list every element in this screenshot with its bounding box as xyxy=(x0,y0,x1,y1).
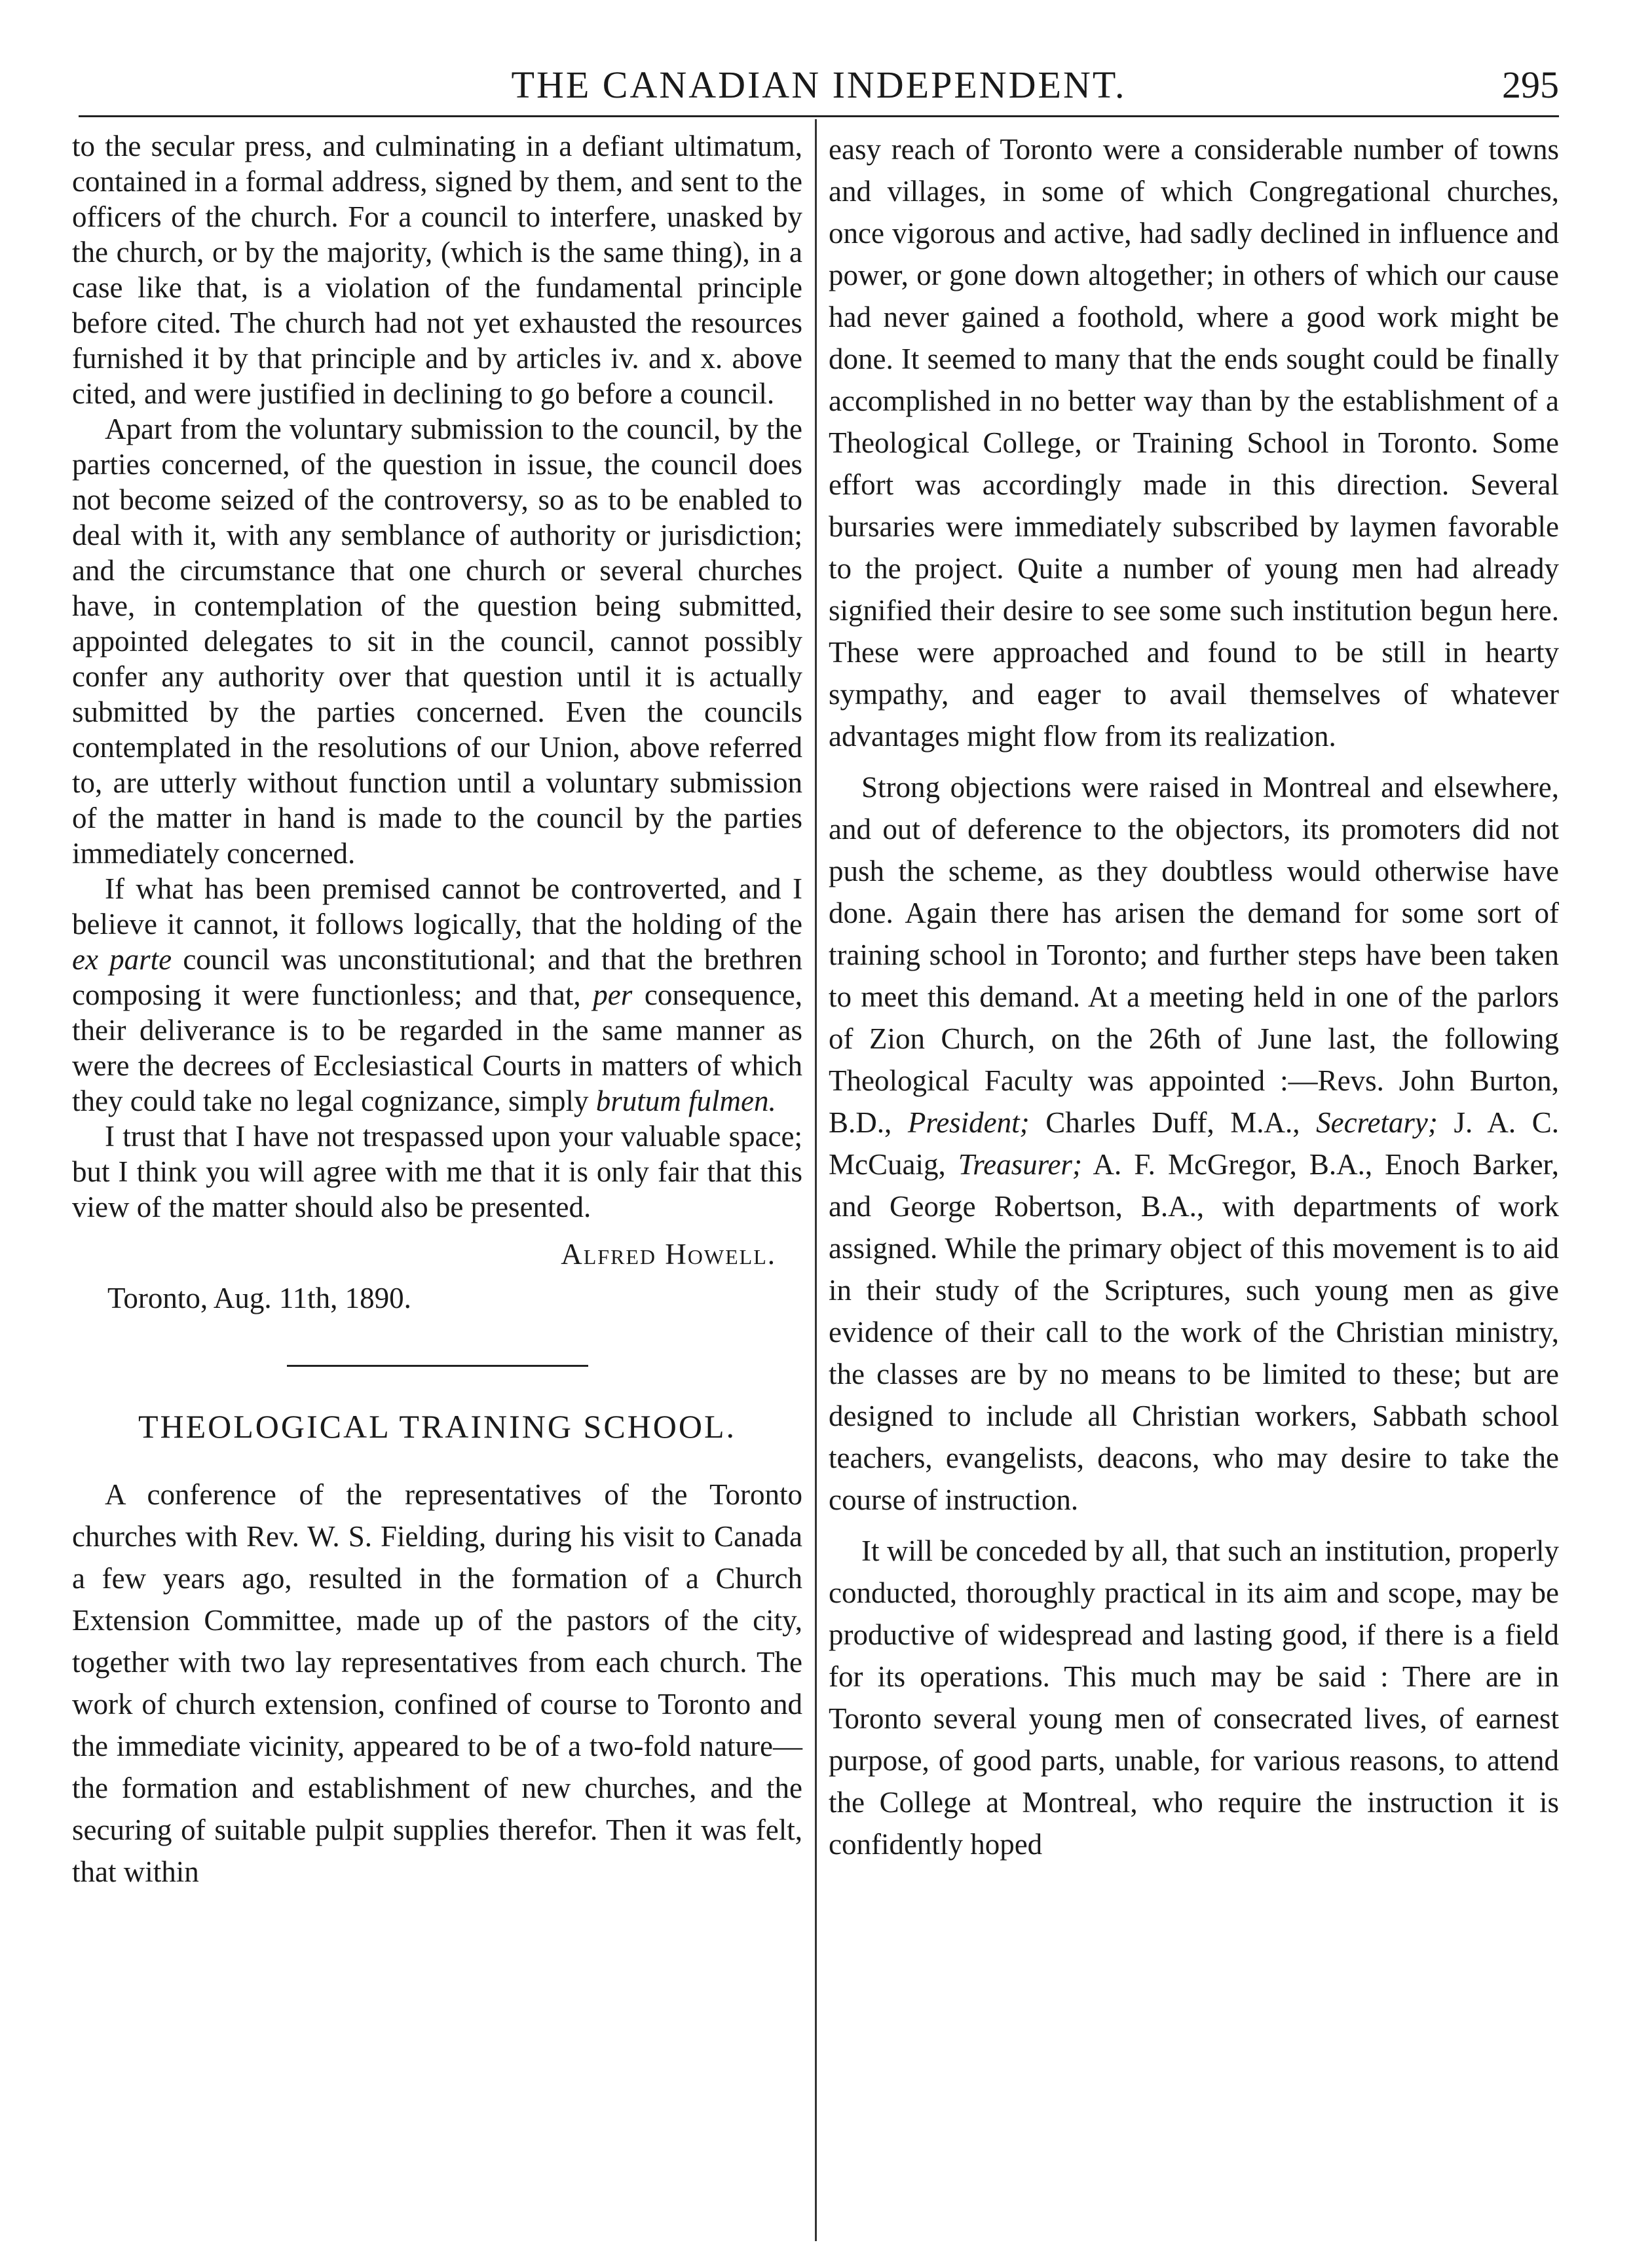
publication-title: THE CANADIAN INDEPENDENT. xyxy=(511,64,1127,106)
letter-body xyxy=(72,128,802,1225)
per-italic: per xyxy=(593,978,633,1011)
section-heading: THEOLOGICAL TRAINING SCHOOL. xyxy=(138,1408,737,1445)
right-paragraph-2 xyxy=(829,766,1559,1521)
header-rule xyxy=(79,115,1559,117)
right-paragraph-2-text-3: J. A. C. McCuaig, xyxy=(829,1106,1559,1181)
letter-paragraph-2: Apart from the voluntary submission to the council, by the parties concerned, of the question in issue, the council does not become seized of the controversy, so as to be enabled to deal with it, with any semblance of authority or jurisdiction; and the circumstance that one church or several churches have, in contemplation of the question being submitted, appointed delegates to sit in the council, cannot possibly confer any authority over that question until it is actually submitted by the parties concerned. Even the councils contemplated in the resolutions of our Union, above referred to, are utterly without function until a voluntary submission of the matter in hand is made to the council by the parties immediately concerned. xyxy=(72,413,802,870)
column-divider xyxy=(815,119,817,2241)
left-column xyxy=(72,128,802,1902)
letter-paragraph-3-text-3: consequence, their deliverance is to be regarded in the same manner as were the decrees of Ecclesiastical Courts in matters of which they could take no legal cognizance, simply xyxy=(72,978,802,1117)
right-paragraph-2-text-2: Charles Duff, M.A., xyxy=(1029,1106,1317,1139)
ex-parte-italic: ex parte xyxy=(72,943,172,976)
page-header xyxy=(79,59,1559,111)
section-separator-rule xyxy=(287,1365,588,1367)
letter-paragraph-4: I trust that I have not trespassed upon your valuable space; but I think you will agree with me that it is only fair that this view of the matter should also be presented. xyxy=(72,1120,802,1223)
letter-paragraph-3 xyxy=(72,871,802,1119)
secretary-italic: Secretary; xyxy=(1316,1106,1438,1139)
right-paragraph-3: It will be conceded by all, that such an institution, properly conducted, thoroughly practical in its aim and scope, may be productive of widespread and lasting good, if there is a field for its operations. This much may be said : There are in Toronto several young men of consecrated lives, of earnest purpose, of good parts, unable, for various reasons, to attend the College at Montreal, who require the instruction it is confidently hoped xyxy=(829,1534,1559,1861)
right-paragraph-2-text-4: A. F. McGregor, B.A., Enoch Barker, and George Robertson, B.A., with departments of work assigned. While the primary object of this movement is to aid in their study of the Scriptures, such young men as give evidence of their call to the work of the Christian ministry, the classes are by no means to be limited to these; but are designed to include all Christian workers, Sabbath school teachers, evangelists, deacons, who may desire to take the course of instruction. xyxy=(829,1148,1559,1516)
letter-paragraph-1: to the secular press, and culminating in a defiant ultimatum, contained in a formal address, signed by them, and sent to the officers of the church. For a council to interfere, unasked by the church, or by the majority, (which is the same thing), in a case like that, is a violation of the fundamental principle before cited. The church had not yet exhausted the resources furnished it by that principle and by articles iv. and x. above cited, and were justified in declining to go before a council. xyxy=(72,130,802,410)
brutum-fulmen-italic: brutum fulmen. xyxy=(595,1085,776,1117)
letter-dateline: Toronto, Aug. 11th, 1890. xyxy=(107,1282,411,1314)
letter-paragraph-3-text-1: If what has been premised cannot be controverted, and I believe it cannot, it follows logically, that the holding of the xyxy=(72,872,802,940)
right-column xyxy=(829,128,1559,1874)
right-paragraph-2-text-1: Strong objections were raised in Montreal and elsewhere, and out of deference to the objectors, its promoters did not push the scheme, as they doubtless would otherwise have done. Again there has arisen the demand for some sort of training school in Toronto; and further steps have been taken to meet this demand. At a meeting held in one of the parlors of Zion Church, on the 26th of June last, the following Theological Faculty was appointed :—Revs. John Burton, B.D., xyxy=(829,771,1559,1139)
president-italic: President; xyxy=(907,1106,1030,1139)
letter-signature: Alfred Howell. xyxy=(561,1238,776,1271)
letter-paragraph-3-text-2: council was unconstitutional; and that the brethren composing it were functionless; and that, xyxy=(72,943,802,1011)
treasurer-italic: Treasurer; xyxy=(958,1148,1082,1181)
right-paragraph-1: easy reach of Toronto were a considerable number of towns and villages, in some of which Congregational churches, once vigorous and active, had sadly declined in influence and power, or gone down altogether; in others of which our cause had never gained a foothold, where a good work might be done. It seemed to many that the ends sought could be finally accomplished in no better way than by the establishment of a Theological College, or Training School in Toronto. Some effort was accordingly made in this direction. Several bursaries were immediately subscribed by laymen favorable to the project. Quite a number of young men had already signified their desire to see some such institution begun here. These were approached and found to be still in hearty sympathy, and eager to avail themselves of whatever advantages might flow from its realization. xyxy=(829,133,1559,753)
section-paragraph-1: A conference of the representatives of the Toronto churches with Rev. W. S. Fielding, during his visit to Canada a few years ago, resulted in the formation of a Church Extension Committee, made up of the pastors of the city, together with two lay representatives from each church. The work of church extension, confined of course to Toronto and the immediate vicinity, appeared to be of a two-fold nature—the formation and establishment of new churches, and the securing of suitable pulpit supplies therefor. Then it was felt, that within xyxy=(72,1478,802,1888)
page-number: 295 xyxy=(1502,64,1559,106)
